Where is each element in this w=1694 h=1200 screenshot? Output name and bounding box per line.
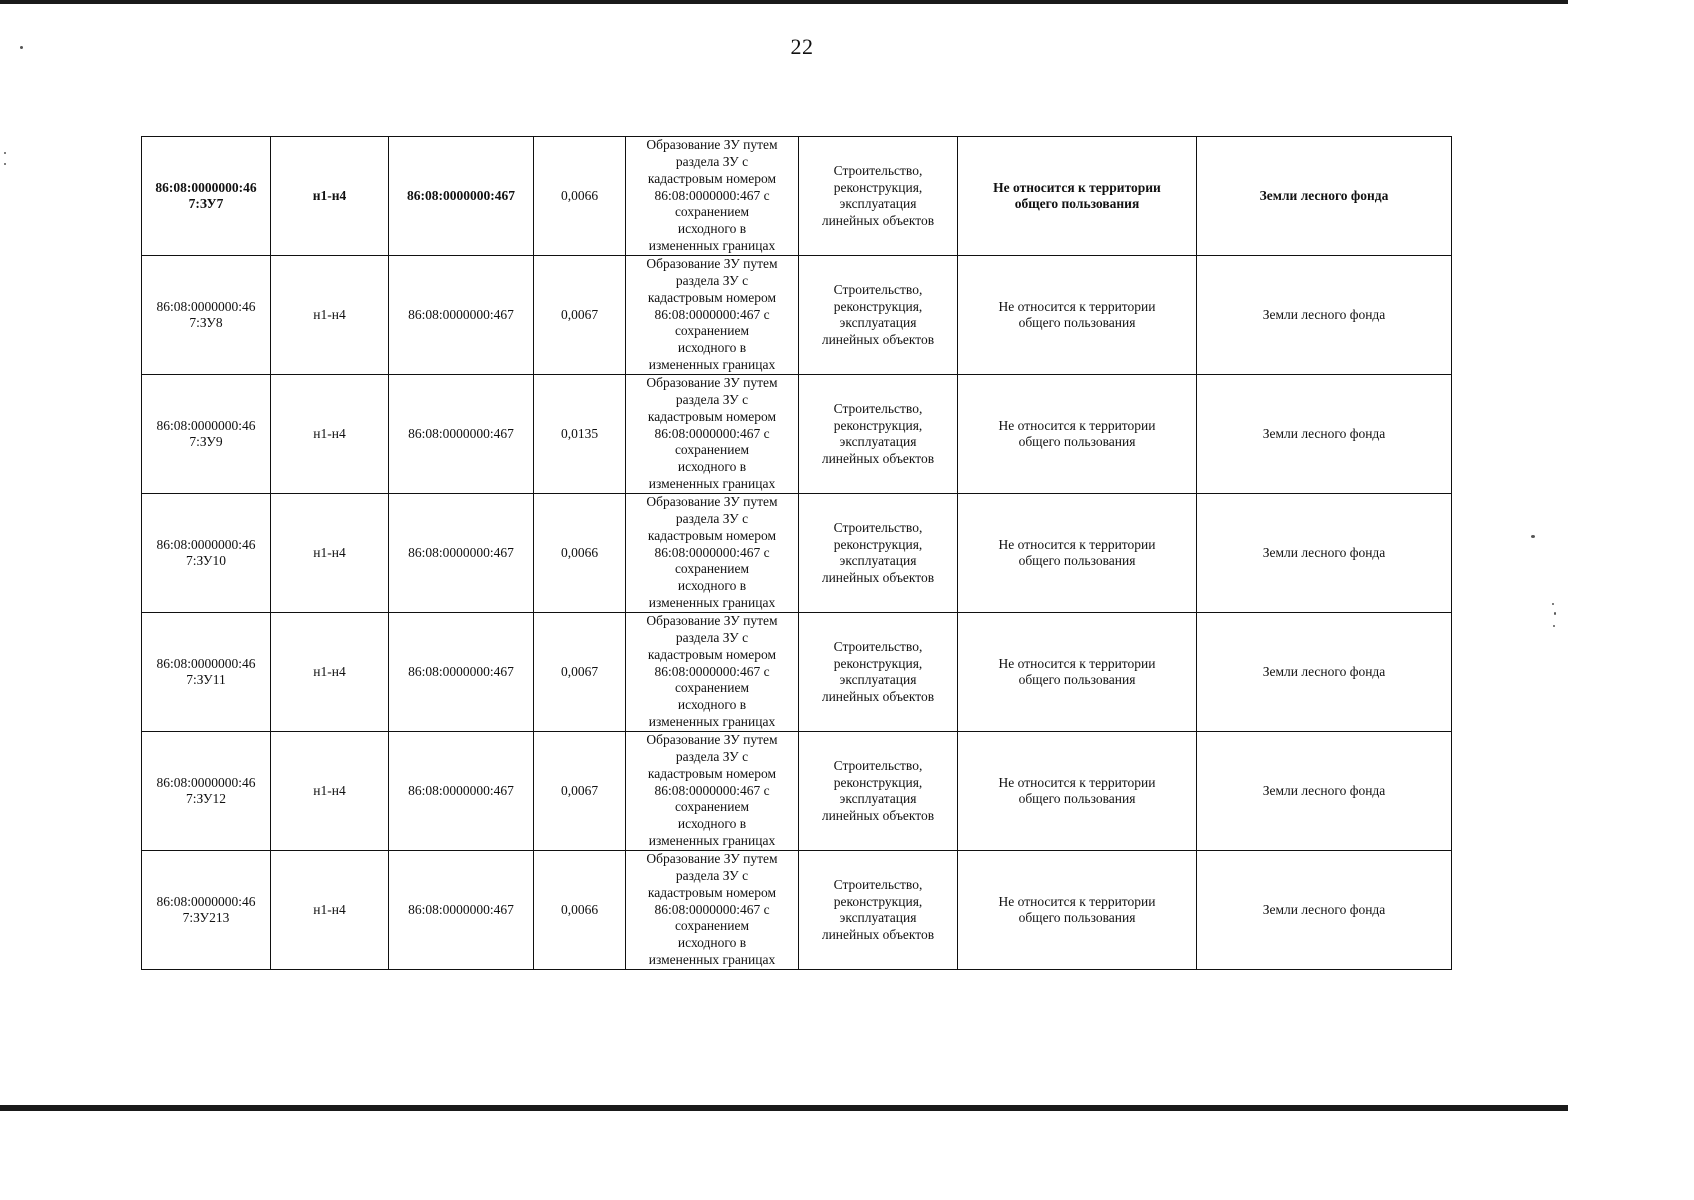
plot-area: 0,0067 [534,732,626,851]
source-cadastral-number: 86:08:0000000:467 [389,494,534,613]
plot-designation: 86:08:0000000:46 7:ЗУ8 [142,256,271,375]
boundary-points: н1-н4 [271,137,389,256]
plot-designation: 86:08:0000000:46 7:ЗУ11 [142,613,271,732]
plot-designation: 86:08:0000000:46 7:ЗУ9 [142,375,271,494]
formation-method: Образование ЗУ путем раздела ЗУ с кадастровым номером 86:08:0000000:467 с сохранением исходного в измененных границах [626,494,799,613]
plot-area: 0,0066 [534,494,626,613]
land-category: Земли лесного фонда [1197,256,1452,375]
source-cadastral-number: 86:08:0000000:467 [389,256,534,375]
land-category: Земли лесного фонда [1197,732,1452,851]
plot-area: 0,0135 [534,375,626,494]
table-row [142,494,1452,613]
land-category: Земли лесного фонда [1197,375,1452,494]
table-row [142,137,1452,256]
public-territory-status: Не относится к территории общего пользования [958,851,1197,970]
boundary-points: н1-н4 [271,851,389,970]
source-cadastral-number: 86:08:0000000:467 [389,137,534,256]
table-row [142,613,1452,732]
boundary-points: н1-н4 [271,494,389,613]
scan-speck [4,163,6,165]
public-territory-status: Не относится к территории общего пользования [958,613,1197,732]
formation-method: Образование ЗУ путем раздела ЗУ с кадастровым номером 86:08:0000000:467 с сохранением исходного в измененных границах [626,613,799,732]
source-cadastral-number: 86:08:0000000:467 [389,851,534,970]
boundary-points: н1-н4 [271,375,389,494]
boundary-points: н1-н4 [271,256,389,375]
public-territory-status: Не относится к территории общего пользования [958,494,1197,613]
public-territory-status: Не относится к территории общего пользования [958,137,1197,256]
public-territory-status: Не относится к территории общего пользования [958,256,1197,375]
formation-method: Образование ЗУ путем раздела ЗУ с кадастровым номером 86:08:0000000:467 с сохранением исходного в измененных границах [626,851,799,970]
permitted-use: Строительство, реконструкция, эксплуатация линейных объектов [799,256,958,375]
page-number: 22 [790,34,814,59]
public-territory-status: Не относится к территории общего пользования [958,375,1197,494]
table-row [142,851,1452,970]
scan-speck [4,152,6,154]
land-category: Земли лесного фонда [1197,137,1452,256]
source-cadastral-number: 86:08:0000000:467 [389,613,534,732]
plot-designation: 86:08:0000000:46 7:ЗУ7 [142,137,271,256]
scan-speck [1554,612,1556,615]
boundary-points: н1-н4 [271,613,389,732]
plot-area: 0,0067 [534,613,626,732]
formation-method: Образование ЗУ путем раздела ЗУ с кадастровым номером 86:08:0000000:467 с сохранением исходного в измененных границах [626,732,799,851]
land-category: Земли лесного фонда [1197,851,1452,970]
table-row [142,732,1452,851]
formation-method: Образование ЗУ путем раздела ЗУ с кадастровым номером 86:08:0000000:467 с сохранением исходного в измененных границах [626,256,799,375]
public-territory-status: Не относится к территории общего пользования [958,732,1197,851]
land-plots-table [141,136,1452,970]
permitted-use: Строительство, реконструкция, эксплуатация линейных объектов [799,375,958,494]
table-row [142,375,1452,494]
table-row [142,256,1452,375]
scan-speck [1531,535,1535,538]
formation-method: Образование ЗУ путем раздела ЗУ с кадастровым номером 86:08:0000000:467 с сохранением исходного в измененных границах [626,137,799,256]
permitted-use: Строительство, реконструкция, эксплуатация линейных объектов [799,137,958,256]
plot-area: 0,0067 [534,256,626,375]
permitted-use: Строительство, реконструкция, эксплуатация линейных объектов [799,494,958,613]
scan-speck [1553,625,1555,627]
plot-area: 0,0066 [534,137,626,256]
source-cadastral-number: 86:08:0000000:467 [389,732,534,851]
source-cadastral-number: 86:08:0000000:467 [389,375,534,494]
scan-edge-top [0,0,1568,4]
scan-edge-bottom [0,1105,1568,1111]
boundary-points: н1-н4 [271,732,389,851]
permitted-use: Строительство, реконструкция, эксплуатация линейных объектов [799,851,958,970]
permitted-use: Строительство, реконструкция, эксплуатация линейных объектов [799,732,958,851]
plot-designation: 86:08:0000000:46 7:ЗУ12 [142,732,271,851]
scan-speck [1552,603,1554,605]
plot-area: 0,0066 [534,851,626,970]
permitted-use: Строительство, реконструкция, эксплуатация линейных объектов [799,613,958,732]
land-category: Земли лесного фонда [1197,613,1452,732]
formation-method: Образование ЗУ путем раздела ЗУ с кадастровым номером 86:08:0000000:467 с сохранением исходного в измененных границах [626,375,799,494]
plot-designation: 86:08:0000000:46 7:ЗУ213 [142,851,271,970]
plot-designation: 86:08:0000000:46 7:ЗУ10 [142,494,271,613]
land-category: Земли лесного фонда [1197,494,1452,613]
